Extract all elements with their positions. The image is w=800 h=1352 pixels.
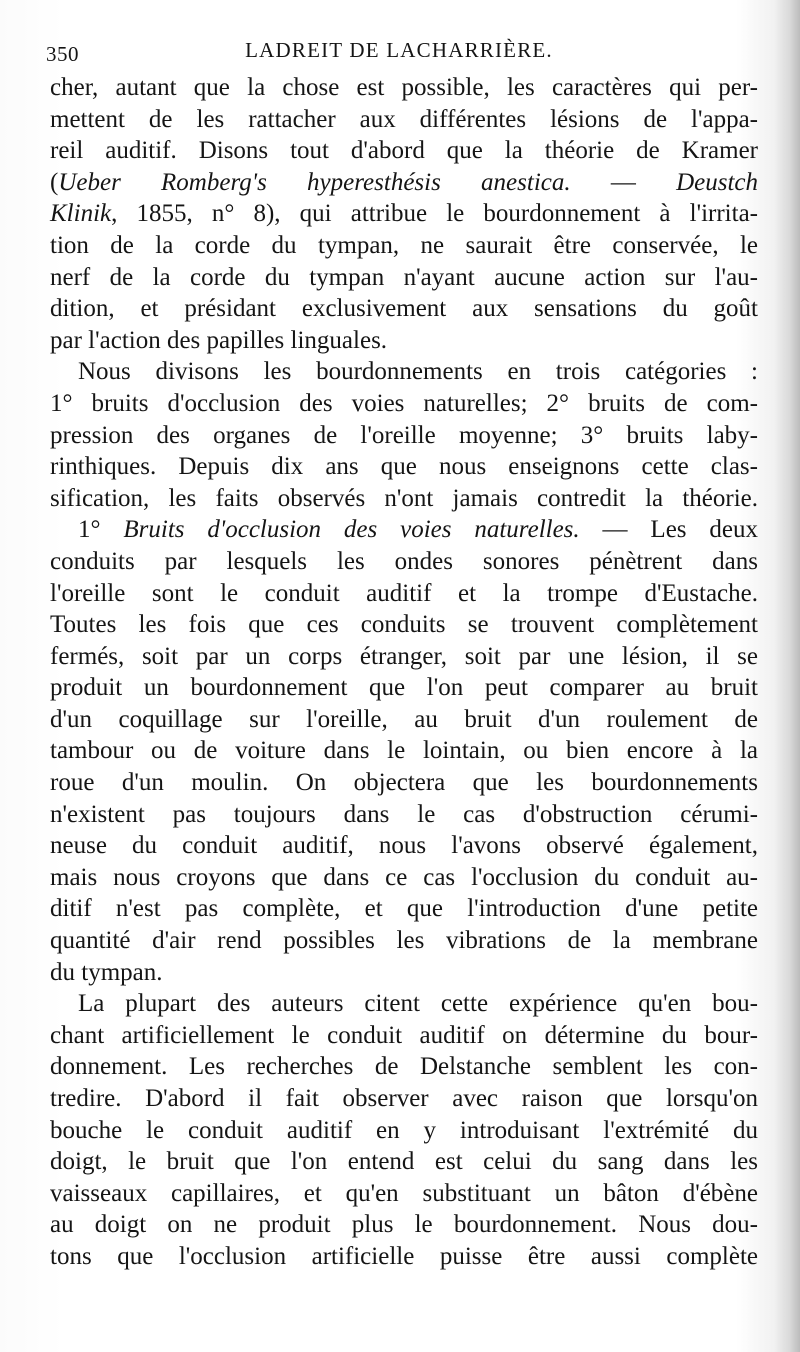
text-line <box>50 1051 758 1083</box>
text-line <box>50 799 758 831</box>
text-line <box>50 514 758 546</box>
text-line <box>50 420 758 452</box>
line-text: 1° bruits d'occlusion des voies naturelles; 2° bruits de com- <box>50 389 758 417</box>
line-text: La plupart des auteurs citent cette expérience qu'en bou- <box>78 990 758 1018</box>
text-line <box>50 893 758 925</box>
line-text: donnement. Les recherches de Delstanche semblent les con- <box>50 1053 758 1081</box>
text-segment: ( <box>50 168 59 196</box>
body-text <box>50 72 758 1273</box>
text-line <box>50 356 758 388</box>
line-text: chant artificiellement le conduit auditif on détermine du bour- <box>50 1021 758 1049</box>
text-line <box>50 830 758 862</box>
line-text: neuse du conduit auditif, nous l'avons observé également, <box>50 832 758 860</box>
line-text: sification, les faits observés n'ont jamais contredit la théorie. <box>50 484 758 512</box>
text-line <box>50 862 758 894</box>
line-text: par l'action des papilles linguales. <box>50 326 388 354</box>
text-segment: — Les deux <box>579 516 758 544</box>
text-line <box>50 1020 758 1052</box>
line-text: rinthiques. Depuis dix ans que nous enseignons cette clas- <box>50 453 758 481</box>
text-line <box>50 578 758 610</box>
text-line <box>50 483 758 515</box>
text-line <box>50 1146 758 1178</box>
line-text: tons que l'occlusion artificielle puisse être aussi complète <box>50 1242 758 1270</box>
line-text: au doigt on ne produit plus le bourdonnement. Nous dou- <box>50 1211 758 1239</box>
line-text: tion de la corde du tympan, ne saurait être conservée, le <box>50 231 758 259</box>
text-line <box>50 135 758 167</box>
italic-text: Ueber Romberg's hyperesthésis anestica. <box>58 168 571 196</box>
text-line <box>50 1178 758 1210</box>
line-text: du tympan. <box>50 958 163 986</box>
text-line <box>50 167 758 199</box>
text-line <box>50 925 758 957</box>
line-text: Toutes les fois que ces conduits se trouvent complètement <box>50 611 758 639</box>
text-line <box>50 641 758 673</box>
text-line <box>50 325 758 357</box>
line-text: cher, autant que la chose est possible, les caractères qui per- <box>50 74 758 101</box>
line-text: produit un bourdonnement que l'on peut comparer au bruit <box>50 674 758 702</box>
text-line <box>50 388 758 420</box>
text-line <box>50 767 758 799</box>
text-line <box>50 293 758 325</box>
text-segment: — <box>570 168 677 196</box>
italic-text: Deustch <box>676 168 759 196</box>
text-line <box>50 735 758 767</box>
line-text: nerf de la corde du tympan n'ayant aucune action sur l'au- <box>50 263 758 291</box>
text-line <box>50 72 758 104</box>
line-text: quantité d'air rend possibles les vibrations de la membrane <box>50 927 758 955</box>
text-line <box>50 198 758 230</box>
line-text: doigt, le bruit que l'on entend est celui du sang dans les <box>50 1148 758 1176</box>
italic-text: Klinik <box>50 200 112 228</box>
line-text: roue d'un moulin. On objectera que les bourdonnements <box>50 769 758 797</box>
running-title: LADREIT DE LACHARRIÈRE. <box>245 38 553 62</box>
line-text: mettent de les rattacher aux différentes lésions de l'appa- <box>50 105 758 133</box>
line-text: bouche le conduit auditif en y introduisant l'extrémité du <box>50 1116 758 1144</box>
text-line <box>50 957 758 989</box>
line-text: vaisseaux capillaires, et qu'en substituant un bâton d'ébène <box>50 1179 758 1207</box>
page-edge-shadow <box>774 0 800 1352</box>
line-text: tambour ou de voiture dans le lointain, ou bien encore à la <box>50 737 758 765</box>
page-header <box>46 36 752 72</box>
text-line <box>50 1115 758 1147</box>
text-line <box>50 1083 758 1115</box>
text-line <box>50 609 758 641</box>
text-line <box>50 546 758 578</box>
text-line <box>50 704 758 736</box>
text-segment: 1° <box>78 516 124 544</box>
text-line <box>50 672 758 704</box>
line-text: Nous divisons les bourdonnements en trois catégories : <box>78 358 758 386</box>
italic-text: Bruits d'occlusion des voies naturelles. <box>123 516 580 544</box>
text-line <box>50 1241 758 1273</box>
text-line <box>50 988 758 1020</box>
line-text: dition, et présidant exclusivement aux sensations du goût <box>50 295 758 323</box>
text-line <box>50 230 758 262</box>
text-line <box>50 104 758 136</box>
text-line <box>50 451 758 483</box>
text-segment: , 1855, n° 8), qui attribue le bourdonnement à l'irrita- <box>111 200 758 228</box>
line-text: mais nous croyons que dans ce cas l'occlusion du conduit au- <box>50 863 758 891</box>
line-text: d'un coquillage sur l'oreille, au bruit d'un roulement de <box>50 705 758 733</box>
line-text: ditif n'est pas complète, et que l'introduction d'une petite <box>50 895 758 923</box>
line-text: pression des organes de l'oreille moyenne; 3° bruits laby- <box>50 421 758 449</box>
text-line <box>50 1209 758 1241</box>
line-text: tredire. D'abord il fait observer avec raison que lorsqu'on <box>50 1085 758 1112</box>
line-text: l'oreille sont le conduit auditif et la trompe d'Eustache. <box>50 579 758 607</box>
text-line <box>50 262 758 294</box>
line-text: reil auditif. Disons tout d'abord que la théorie de Kramer <box>50 137 758 165</box>
line-text: conduits par lesquels les ondes sonores pénètrent dans <box>50 547 758 575</box>
page-number: 350 <box>46 42 79 66</box>
line-text: fermés, soit par un corps étranger, soit par une lésion, il se <box>50 642 758 670</box>
line-text: n'existent pas toujours dans le cas d'obstruction cérumi- <box>50 800 758 828</box>
